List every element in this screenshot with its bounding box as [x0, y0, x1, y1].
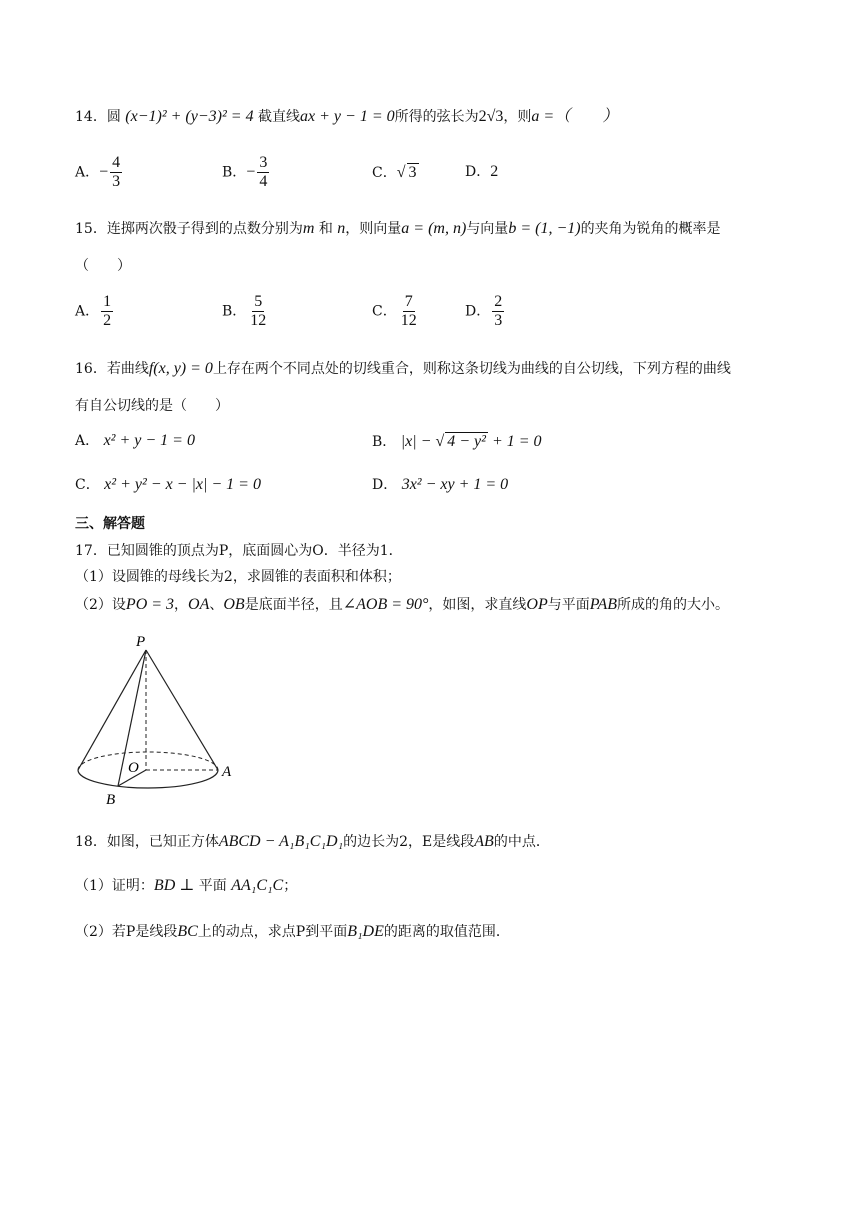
q16-stem: 16．若曲线f(x, y) = 0上存在两个不同点处的切线重合，则称这条切线为曲线的自公切线，下列方程的曲线 [75, 360, 731, 377]
section-title: 三、解答题 [75, 516, 145, 532]
q14-option-a[interactable]: A．− $\frac{4}{3}$ [75, 154, 121, 190]
q15-option-c[interactable]: C． $\frac{7}{12}$ [372, 293, 417, 329]
q18-part-2: （2）若P是线段BC上的动点，求点P到平面B₁DE的距离的取值范围． [75, 923, 510, 940]
q16-stem-cont: 有自公切线的是（ ） [75, 398, 229, 414]
q16-option-a[interactable]: A． x² + y − 1 = 0 [75, 432, 195, 449]
q18-stem: 18．如图，已知正方体ABCD − A₁B₁C₁D₁的边长为2，E是线段AB的中点． [75, 833, 550, 850]
q16-option-c[interactable]: C． x² + y² − x − |x| − 1 = 0 [75, 476, 261, 493]
q16-option-b[interactable]: B． |x| − √ 4 − y² + 1 = 0 [372, 433, 542, 450]
q15-vector-a: a = (m, n) [401, 220, 467, 237]
q18-cube: ABCD − A₁B₁C₁D₁ [218, 833, 344, 850]
label-p: P [136, 634, 146, 650]
q15-option-b[interactable]: B． $\frac{5}{12}$ [222, 293, 267, 329]
q17-part-1: （1）设圆锥的母线长为2，求圆锥的表面积和体积； [75, 569, 401, 585]
q14-stem: 14．圆 (x−1)² + (y−3)² = 4 截直线ax + y − 1 = 0所得的弦长为2√3，则a =（ ） [75, 108, 619, 125]
q15-option-a[interactable]: A． $\frac{1}{2}$ [75, 293, 112, 329]
q18-part-1: （1）证明：BD ⊥ 平面 AA₁C₁C； [75, 877, 298, 894]
q16-curve: f(x, y) = 0 [148, 360, 213, 377]
q17-line-1: 17．已知圆锥的顶点为P，底面圆心为O．半径为1． [75, 543, 403, 559]
cone-edge-left [78, 650, 146, 770]
q17-part-2: （2）设PO = 3，OA、OB是底面半径，且∠AOB = 90°，如图，求直线OP与平面PAB所成的角的大小。 [75, 596, 729, 613]
q14-line-equation: ax + y − 1 = 0 [300, 108, 395, 125]
q14-option-c[interactable]: C．√ 3 [372, 164, 417, 181]
q14-circle-equation: (x−1)² + (y−3)² = 4 [125, 108, 254, 125]
q15-vector-b: b = (1, −1) [508, 220, 581, 237]
q15-option-d[interactable]: D． $\frac{2}{3}$ [465, 293, 503, 329]
q16-option-d[interactable]: D． 3x² − xy + 1 = 0 [372, 476, 509, 493]
q15-stem: 15．连掷两次骰子得到的点数分别为m 和 n，则向量a = (m, n)与向量b = (1, −1)的夹角为锐角的概率是 [75, 220, 721, 237]
label-a: A [222, 764, 232, 780]
label-b: B [106, 792, 116, 808]
q14-chord-length: 2√3 [478, 108, 504, 125]
label-o: O [128, 760, 139, 776]
q14-option-d[interactable]: D．2 [465, 163, 499, 180]
cone-base-back [78, 752, 218, 770]
cone-base-front [78, 770, 218, 788]
q14-option-b[interactable]: B．− $\frac{3}{4}$ [222, 154, 268, 190]
q15-blank: （ ） [75, 258, 131, 274]
cone-figure [72, 630, 242, 819]
